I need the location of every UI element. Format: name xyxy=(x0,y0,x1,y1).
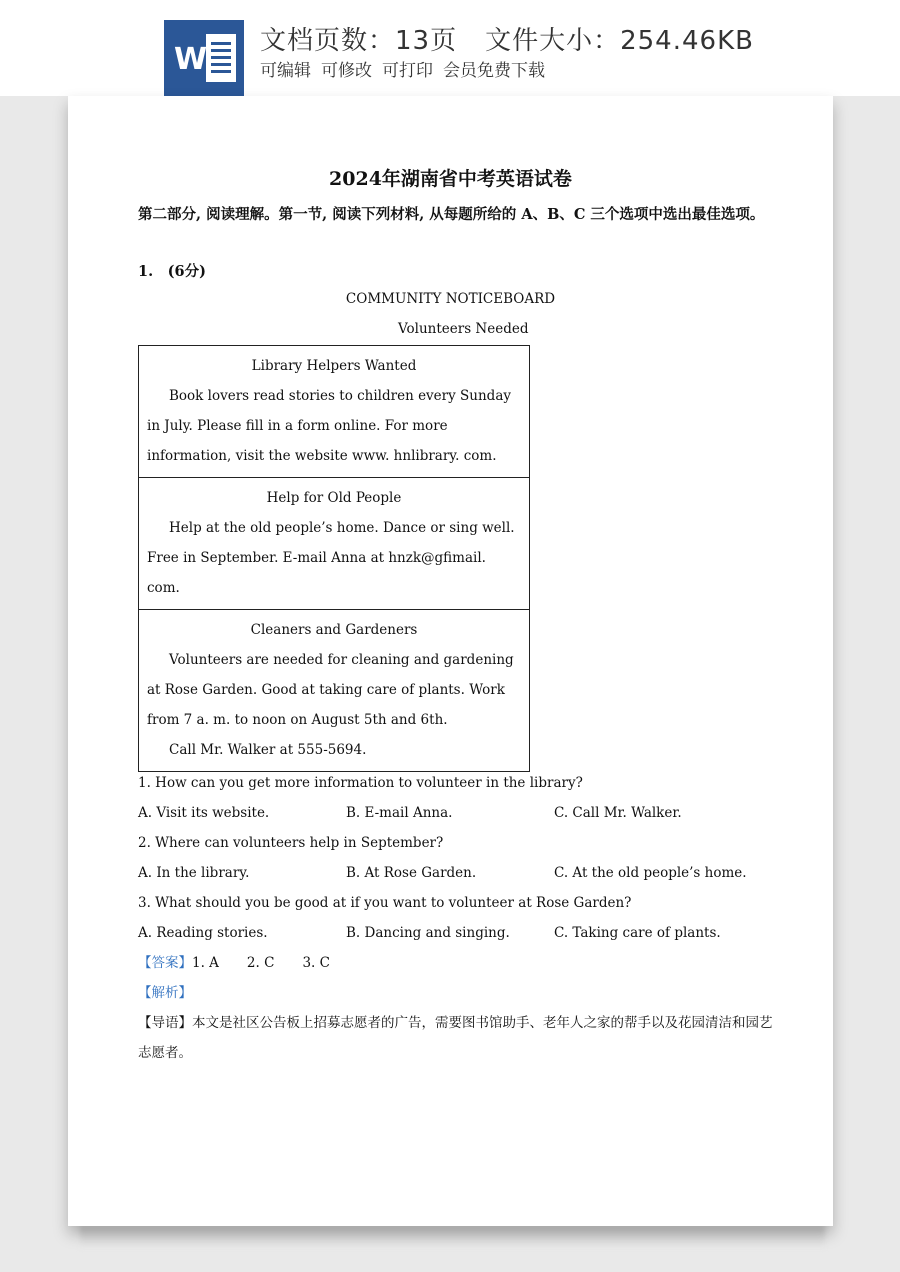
notice-heading: Help for Old People xyxy=(266,490,402,506)
notice-library xyxy=(139,346,529,478)
question-list xyxy=(138,768,778,948)
option-b: B. Dancing and singing. xyxy=(346,925,510,941)
question-3-options xyxy=(138,918,778,948)
notice-text: Help at the old people’s home. Dance or sing well. Free in September. E-mail Anna at hnzk@gfimail. com. xyxy=(147,520,515,596)
answer-line xyxy=(138,948,330,978)
document-title: 2024年湖南省中考英语试卷 xyxy=(329,168,572,190)
question-1: 1. How can you get more information to volunteer in the library? xyxy=(138,775,583,791)
notice-text: Book lovers read stories to children every Sunday in July. Please fill in a form online. For more information, visit the website www. hnlibrary. com. xyxy=(147,388,512,464)
noticeboard-title: COMMUNITY NOTICEBOARD xyxy=(345,291,556,307)
feature-editable: 可编辑 xyxy=(260,61,311,81)
noticeboard-subtitle: Volunteers Needed xyxy=(398,321,529,337)
notice-heading: Cleaners and Gardeners xyxy=(250,622,418,638)
notice-heading: Library Helpers Wanted xyxy=(251,358,417,374)
header-banner xyxy=(0,0,900,96)
option-b: B. E-mail Anna. xyxy=(346,805,453,821)
section-instruction: 第二部分, 阅读理解。第一节, 阅读下列材料, 从每题所给的 A、B、C 三个选项中选出最佳选项。 xyxy=(138,206,765,223)
notice-garden xyxy=(139,610,529,771)
option-a: A. In the library. xyxy=(138,865,250,881)
document-page xyxy=(68,96,833,1226)
feature-list xyxy=(260,56,545,81)
option-b: B. At Rose Garden. xyxy=(346,865,477,881)
file-info xyxy=(260,20,754,57)
feature-modifiable: 可修改 xyxy=(321,61,372,81)
intro-text: 本文是社区公告板上招募志愿者的广告，需要图书馆助手、老年人之家的帮手以及花园清洁和园艺志愿者。 xyxy=(138,1015,773,1061)
notice-text: Volunteers are needed for cleaning and gardening at Rose Garden. Good at taking care of plants. Work from 7 a. m. to noon on August 5th and 6th. xyxy=(147,652,514,728)
notice-old-people xyxy=(139,478,529,610)
option-a: A. Visit its website. xyxy=(138,805,270,821)
answer-2: 2. C xyxy=(246,955,275,971)
option-c: C. Call Mr. Walker. xyxy=(554,805,682,821)
notice-text: Call Mr. Walker at 555-5694. xyxy=(169,742,367,758)
page-shadow xyxy=(80,1226,825,1248)
intro-label: 【导语】 xyxy=(138,1015,192,1031)
analysis-label: 【解析】 xyxy=(138,985,192,1001)
feature-free-download: 会员免费下载 xyxy=(443,61,545,81)
feature-printable: 可打印 xyxy=(382,61,433,81)
file-size: 文件大小：254.46KB xyxy=(485,26,754,56)
option-a: A. Reading stories. xyxy=(138,925,268,941)
notice-table xyxy=(138,345,530,772)
answer-1: 1. A xyxy=(192,955,219,971)
intro-paragraph xyxy=(138,1008,778,1068)
option-c: C. At the old people’s home. xyxy=(554,865,747,881)
page-count: 文档页数：13页 xyxy=(260,26,458,56)
question-3: 3. What should you be good at if you want to volunteer at Rose Garden? xyxy=(138,895,632,911)
question-2-options xyxy=(138,858,778,888)
question-2: 2. Where can volunteers help in September? xyxy=(138,835,444,851)
answer-3: 3. C xyxy=(302,955,330,971)
question-number: 1. (6分) xyxy=(138,263,206,280)
option-c: C. Taking care of plants. xyxy=(554,925,721,941)
question-1-options xyxy=(138,798,778,828)
answer-label: 【答案】 xyxy=(138,955,192,971)
word-document-icon: W xyxy=(164,20,244,96)
